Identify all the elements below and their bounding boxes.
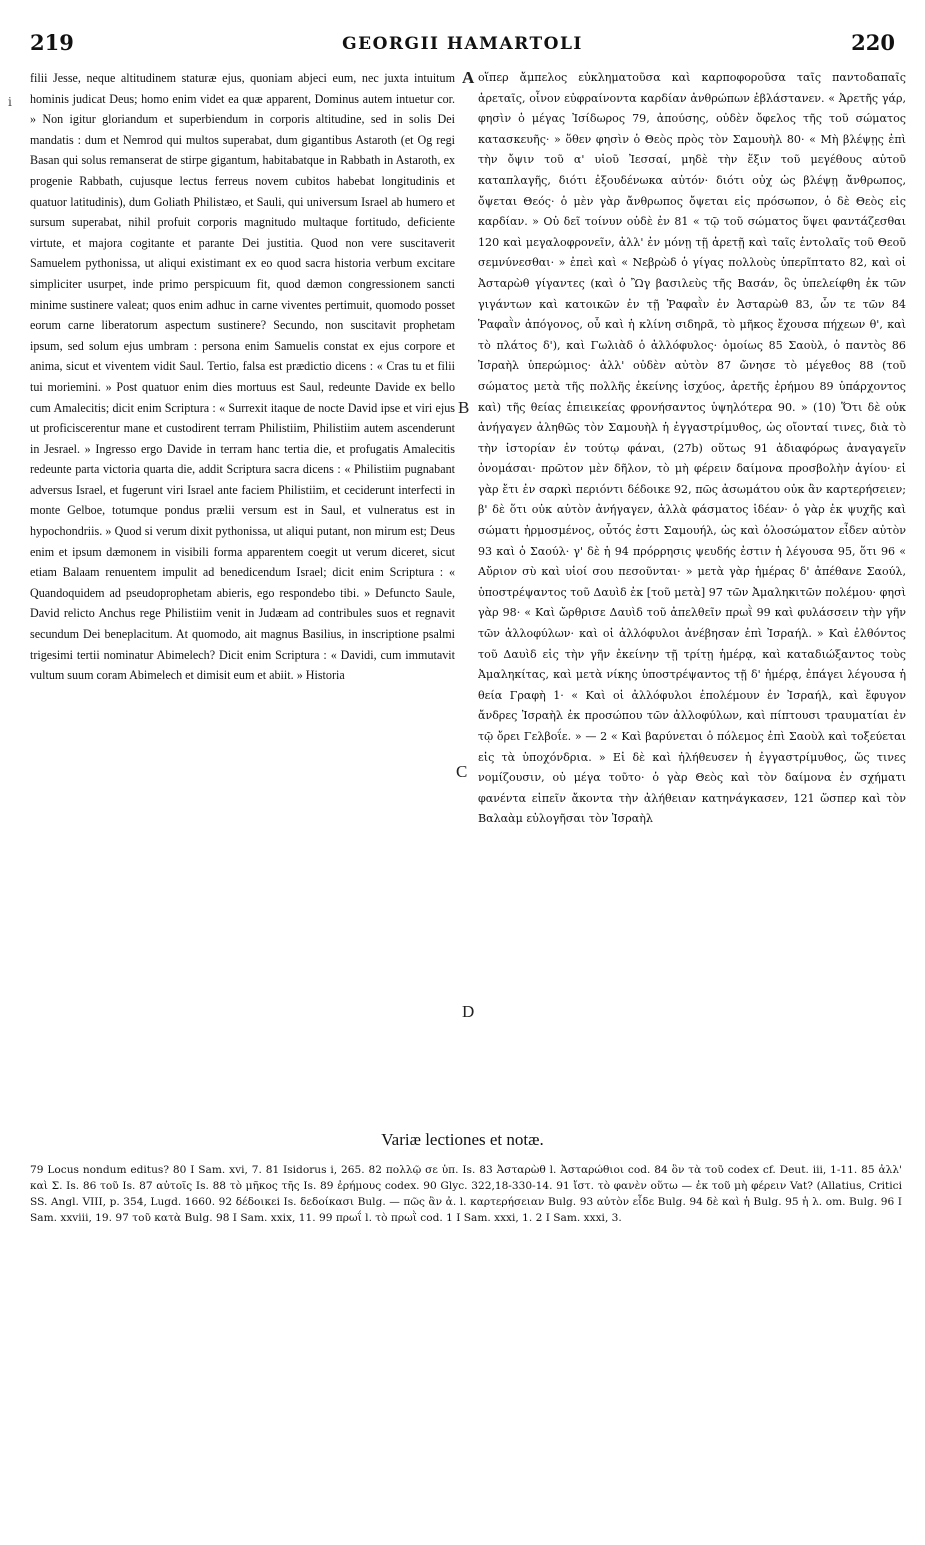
right-page-number: 220 bbox=[851, 30, 895, 55]
notes-block bbox=[30, 1162, 902, 1322]
left-page-number: 219 bbox=[30, 30, 74, 55]
latin-text: filii Jesse, neque altitudinem staturæ ejus, quoniam abjeci eum, nec juxta intuitum hominis judicat Deus; homo enim videt ea quæ apparent, Dominus autem intuetur cor. » Non igitur gloriandum et superbiendum in corporis altitudine, sed in solis Dei mandatis : dum et Nemrod qui multos superabat, dum gigantibus Astaroth (et Og regi Basan qui solus remanserat de stirpe gigantum, habitabatque in Rabbath in Astaroth, ex progenie Rabbath, cujusque lectus ferreus novem cubitos habebat longitudinis et quatuor latitudinis), dum Goliath Philistæo, et Sauli, qui universum Israel ab humero et sursum superabat, nihil profuit corporis magnitudo multaque fortitudo, deficiente virtute, et majora cogitante et parante Dei justitia. Quod non vere suscitaverit Samuelem pythonissa, ut aliqui existimant ex eo quod sacra historia verbum excitare simpliciter usurpet, inde primo perspicuum fit, quod dæmon congressionem sancti minime sustinere valeat; quos enim adhuc in carne viventes pertimuit, quomodo posset eorum carne liberatorum aspectum sustinere? Secundo, non suscitavit prophetam ipsum, sed solum ejus umbram : persona enim Samuelis constat ex ejus corpore et anima, sicut et viventem vidit Saul. Tertio, falsa est prædictio dicens : « Cras tu et filii tui moriemini. » Post quatuor enim dies mortuus est Saul, redeunte Davide ex bello cum Amalecitis; dicit enim Scriptura : « Surrexit itaque de nocte David ipse et viri ejus ut proficiscerentur mane et custodirent terram Philistiim, Philistiim autem ascenderunt in Jesrael. » Ingresso ergo Davide in terram hanc tertia die, et profugatis Amalecitis redeunte parta victoria quarta die, addit Scriptura sacra dicens : « Philistiim pugnabant adversus Israel, et fugerunt viri Israel ante faciem Philistiim, et ceciderunt interfecti in monte Gelboe, totumque pondus prælii versum est in Saul, et vulneratus est in hypochondriis. » Quod si verum dixit pythonissa, ut aliqui putant, non mirum est; Deus enim et ipsum dæmonem in visibili forma apparentem coegit ut verum diceret, sicut etiam Balaam renuentem impulit ad benedicendum Israel; dicit enim Scriptura : « Quandoquidem ad pseudoprophetam abieris, ego respondebo tibi. » Defuncto Saule, David relicto Anchus rege Philistiim venit in Judæam ad contribules suos et regnavit secundum Dei beneplacitum. At quomodo, ait magnus Basilius, in inscriptione psalmi trigesimi tertii nominatur Abimelech? Dicit enim Scriptura : « Davidi, cum immutavit vultum suum coram Abimelech et dimisit eum et abiit. » Historia bbox=[30, 71, 455, 683]
latin-column bbox=[30, 68, 455, 1120]
margin-marker-b: B bbox=[458, 398, 470, 417]
margin-marker-d: D bbox=[462, 1002, 475, 1021]
margin-tick: i bbox=[8, 95, 12, 109]
margin-marker-c: C bbox=[456, 762, 468, 781]
greek-column bbox=[478, 68, 906, 1120]
page-header bbox=[30, 30, 895, 64]
greek-text: οἵπερ ἄμπελος εὐκληματοῦσα καὶ καρποφοροῦσα ταῖς παντοδαπαῖς ἀρεταῖς, οἶνον εὐφραίνοντα καρδίαν ἀνθρώπων ἐβλάστανεν. « Ἀρετῆς γάρ, φησὶν ὁ μέγας Ἰσίδωρος 79, ἀπούσης, οὐδὲν ὄφελος τῆς τοῦ σώματος κατασκευῆς· » ὅθεν φησὶν ὁ Θεὸς πρὸς τὸν Σαμουὴλ 80· « Μὴ βλέψῃς ἐπὶ τὴν ὄψιν τοῦ α' υἱοῦ Ἰεσσαί, μηδὲ τὴν ἕξιν τοῦ μεγέθους αὐτοῦ καταπλαγῆς, διότι ἐξουδένωκα αὐτόν· διότι οὐχ ὡς βλέψῃ ἄνθρωπος, ὄψεται Θεός· ὁ μὲν γὰρ ἄνθρωπος ὄψεται εἰς πρόσωπον, ὁ δὲ Θεὸς εἰς καρδίαν. » Οὐ δεῖ τοίνυν οὐδὲ ἐν 81 « τῷ τοῦ σώματος ὕψει φαντάζεσθαι 120 καὶ μεγαλοφρονεῖν, ἀλλ' ἐν μόνῃ τῇ ἀρετῇ καὶ ταῖς ἐντολαῖς τοῦ Θεοῦ σεμνύνεσθαι· » ἐπεὶ καὶ « Νεβρὼδ ὁ γίγας πολλοὺς ὑπερῖπτατο 82, καὶ οἱ Ἀσταρὼθ γίγαντες (καὶ ὁ Ὢγ βασιλεὺς τῆς Βασάν, ὃς ὑπελείφθη ἐκ τῶν γιγάντων καὶ κατοικῶν ἐν τῇ Ῥαφαῒν ἐν Ἀσταρὼθ 83, ὧν τε τῶν 84 Ῥαφαῒν ἀπόγονος, οὗ καὶ ἡ κλίνη σιδηρᾶ, τὸ μῆκος ἔχουσα πήχεων θ', καὶ τὸ πλάτος δ'), καὶ Γωλιὰδ ὁ ἀλλόφυλος· ὁμοίως 85 Σαοὺλ, ὁ παντὸς 86 Ἰσραὴλ ὑπερώμιος· ἀλλ' οὐδὲν αὐτὸν 87 ὤνησε τὸ μέγεθος 88 (τοῦ σώματος μετὰ τῆς πολλῆς ἐκείνης ἰσχύος, ἀρετῆς ἐρήμου 89 ὑπάρχοντος καὶ) τῆς θείας ἐπιεικείας φρονήσαντος ὑψηλότερα 90. » (10) Ὅτι δὲ οὐκ ἀνήγαγεν ἀληθῶς τὸν Σαμουὴλ ἡ ἐγγαστρίμυθος, ὡς οἴονταί τινες, διὰ τὸ τὴν ἱστορίαν ἐν τούτῳ φάναι, (27b) οὕτως 91 ἀδιαφόρως ἀναγαγεῖν ὀνομάσαι· πρῶτον μὲν δῆλον, τὸ μὴ φέρειν δαίμονα προσβολὴν ἁγίου· εἰ γὰρ ἔτι ἐν σαρκὶ περιόντι δέδοικε 92, πῶς ἀσωμάτου οὐκ ἂν καρτερήσειεν; β' δὲ ὅτι οὐκ αὐτὸν ἀνήγαγεν, ἀλλὰ φάσματος ἰδέαν· ὁ γὰρ ἐκ ψυχῆς καὶ σώματι ἡρμοσμένος, οὗτός ἐστι Σαμουήλ, ὡς καὶ ὁλοσώματον εἶδεν αὐτὸν 93 καὶ ὁ Σαούλ· γ' δὲ ἡ 94 πρόρρησις ψευδής ἐστιν ἡ λέγουσα 95, ὅτι 96 « Αὔριον σὺ καὶ υἱοί σου πεσοῦνται· » μετὰ γὰρ ἡμέρας δ' ἀπέθανε Σαούλ, ὑποστρέψαντος τοῦ Δαυὶδ ἐκ [τοῦ μετὰ] 97 τῶν Ἀμαληκιτῶν πολέμου· φησὶ γὰρ 98· « Καὶ ὤρθρισε Δαυὶδ τοῦ ἀπελθεῖν πρωῒ 99 καὶ φυλάσσειν τὴν γῆν τῶν ἀλλοφύλων· καὶ οἱ ἀλλόφυλοι ἀνέβησαν ἐπὶ Ἰσραήλ. » Καὶ ἐλθόντος τοῦ Δαυὶδ εἰς τὴν γῆν ἐκείνην τῇ τρίτῃ ἡμέρᾳ, καὶ καταδιώξαντος τοὺς Ἀμαληκίτας, καὶ μετὰ νίκης ὑποστρέψαντος τῇ δ' ἡμέρᾳ, ἐπάγει λέγουσα ἡ θεία Γραφὴ 1· « Καὶ οἱ ἀλλόφυλοι ἐπολέμουν ἐν Ἰσραήλ, καὶ ἔφυγον ἄνδρες Ἰσραὴλ ἐκ προσώπου τῶν ἀλλοφύλων, καὶ πίπτουσι τραυματίαι ἐν τῷ ὄρει Γελβοΐε. » — 2 « Καὶ βαρύνεται ὁ πόλεμος ἐπὶ Σαοὺλ καὶ τοξεύεται εἰς τὰ ὑποχόνδρια. » Εἰ δὲ καὶ ἠλήθευσεν ἡ ἐγγαστρίμυθος, ὥς τινες νομίζουσιν, οὐ μέγα τοῦτο· ὁ γὰρ Θεὸς καὶ τὸν δαίμονα ἐν σχήματι φανέντα εἰπεῖν ἄκοντα τὴν ἀλήθειαν κατηνάγκασεν, 121 ὥσπερ καὶ τὸν Βαλαὰμ εὐλογῆσαι τὸν Ἰσραὴλ bbox=[478, 71, 906, 826]
notes-heading: Variæ lectiones et notæ. bbox=[381, 1130, 544, 1149]
notes-text: 79 Locus nondum editus? 80 I Sam. xvi, 7. 81 Isidorus i, 265. 82 πολλῷ σε ὑπ. Is. 83 Ἀσταρὼθ l. Ἀσταρώθιοι cod. 84 ὃν τὰ τοῦ codex cf. Deut. iii, 1-11. 85 ἀλλ' καὶ Σ. Is. 86 τοῦ Is. 87 αὐτοῖς Is. 88 τὸ μῆκος τῆς Is. 89 ἐρήμους codex. 90 Glyc. 322,18-330-14. 91 ἴστ. τὸ φανὲν οὕτω — ἐκ τοῦ μὴ φέρειν Vat? (Allatius, Critici SS. Angl. VIII, p. 354, Lugd. 1660. 92 δέδοικεi Is. δεδοίκασι Bulg. — πῶς ἂν ἀ. l. καρτερήσειαν Bulg. 93 αὐτὸν εἶδε Bulg. 94 δὲ καὶ ἡ Bulg. 95 ἡ λ. om. Bulg. 96 I Sam. xxviii, 19. 97 τοῦ κατὰ Bulg. 98 I Sam. xxix, 11. 99 πρωΐ l. τὸ πρωῒ cod. 1 I Sam. xxxi, 1. 2 I Sam. xxxi, 3. bbox=[30, 1164, 902, 1224]
margin-marker-a: A bbox=[462, 68, 475, 87]
running-title: GEORGII HAMARTOLI bbox=[342, 34, 583, 54]
